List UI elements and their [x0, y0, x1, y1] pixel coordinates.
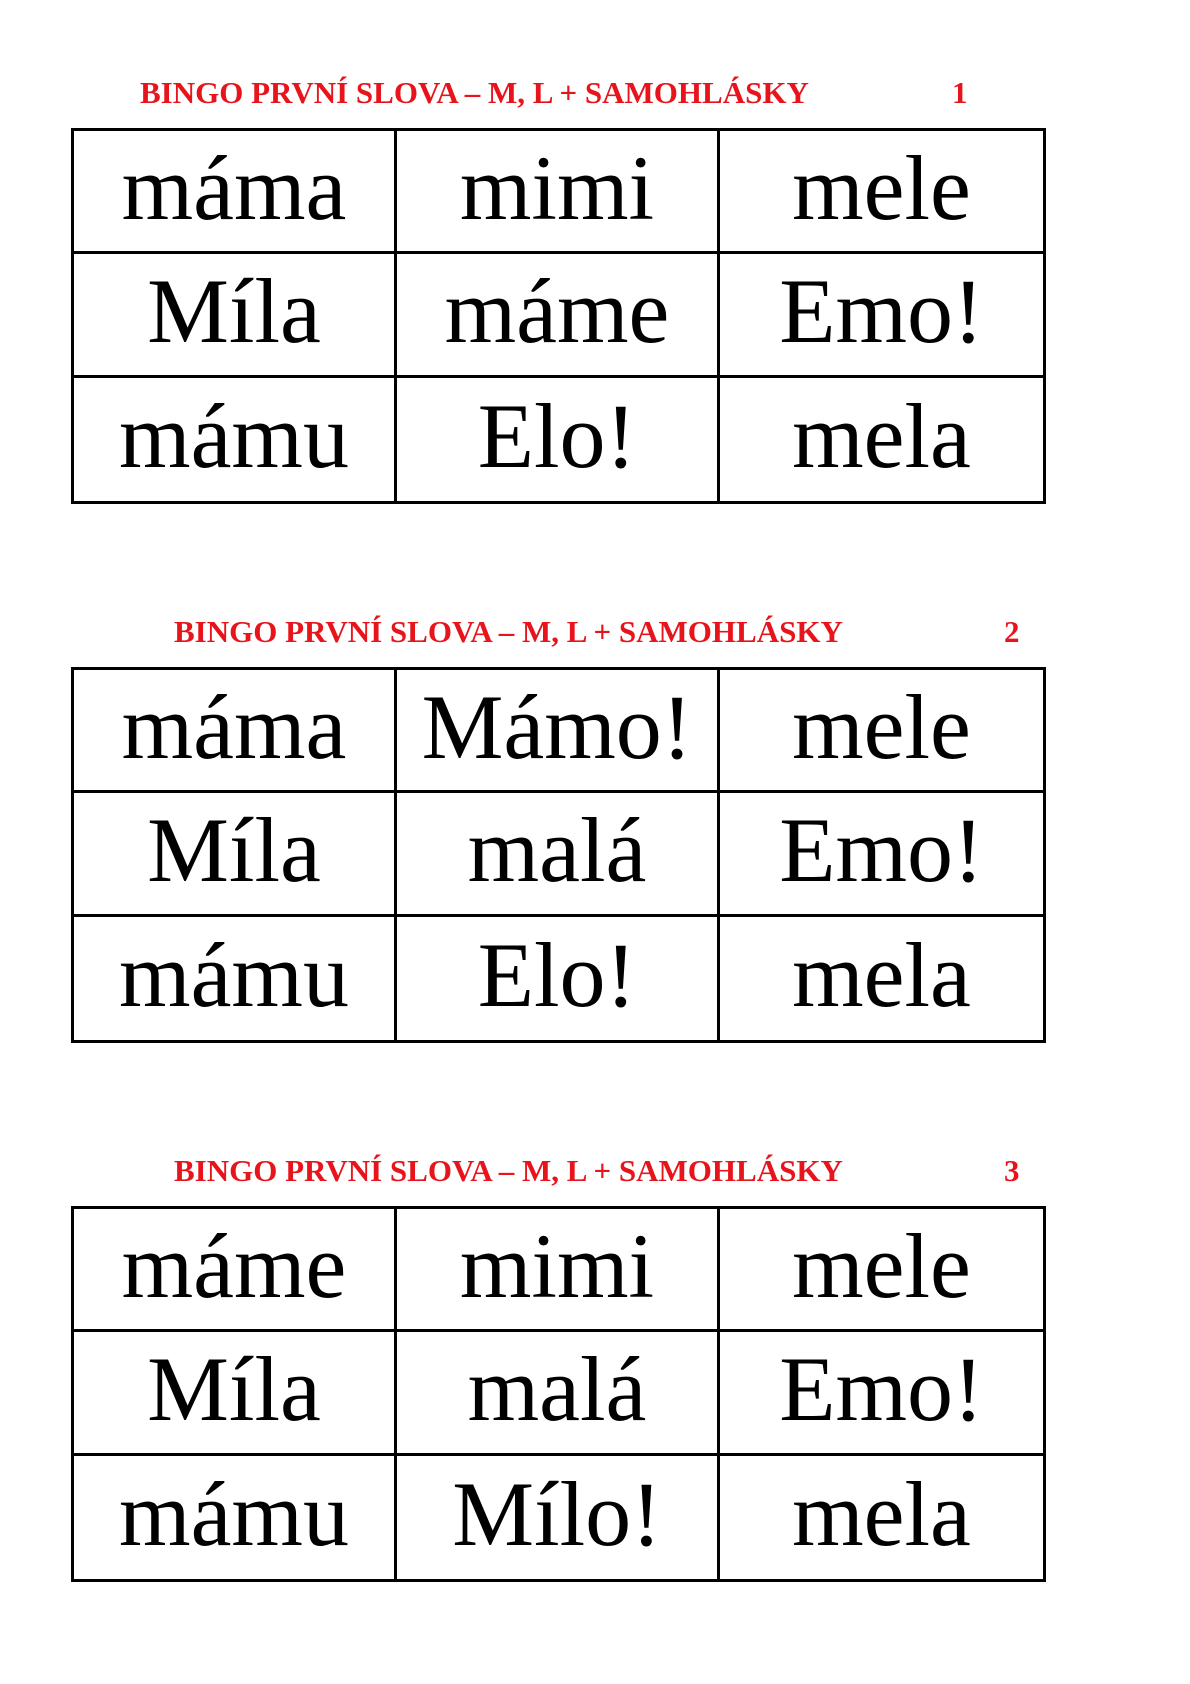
- bingo-cell: mela: [792, 385, 971, 488]
- bingo-cell: mámu: [74, 1456, 397, 1579]
- bingo-cell: máme: [397, 254, 720, 377]
- card-title: BINGO PRVNÍ SLOVA – M, L + SAMOHLÁSKY: [140, 75, 809, 110]
- bingo-cell: mela: [792, 924, 971, 1027]
- card-heading: [140, 73, 968, 113]
- bingo-grid: [71, 1206, 1046, 1582]
- bingo-cell: mimi: [397, 1209, 720, 1332]
- card-title: BINGO PRVNÍ SLOVA – M, L + SAMOHLÁSKY: [174, 1153, 843, 1188]
- bingo-cell: Mámo!: [397, 670, 720, 793]
- bingo-cell: Míla: [74, 1332, 397, 1455]
- bingo-cell: mámu: [74, 378, 397, 501]
- bingo-cell: Emo!: [720, 254, 1043, 377]
- bingo-cell: malá: [397, 1332, 720, 1455]
- card-number: 1: [952, 75, 968, 110]
- bingo-cell: mele: [720, 1209, 1043, 1332]
- bingo-grid: [71, 128, 1046, 504]
- card-heading: [174, 1151, 1020, 1191]
- bingo-cell: máma: [74, 670, 397, 793]
- bingo-cell: malá: [397, 793, 720, 916]
- card-number: 2: [1004, 614, 1020, 649]
- bingo-cell: mele: [720, 131, 1043, 254]
- card-number: 3: [1004, 1153, 1020, 1188]
- bingo-cell: Elo!: [397, 917, 720, 1040]
- bingo-cell: Elo!: [397, 378, 720, 501]
- bingo-cell: Míla: [74, 254, 397, 377]
- bingo-cell: mimi: [397, 131, 720, 254]
- bingo-cell: mele: [720, 670, 1043, 793]
- bingo-cell: Emo!: [720, 1332, 1043, 1455]
- bingo-cell: mámu: [74, 917, 397, 1040]
- bingo-cell: Mílo!: [397, 1456, 720, 1579]
- bingo-cell: máme: [74, 1209, 397, 1332]
- bingo-cell: mela: [792, 1463, 971, 1566]
- card-title: BINGO PRVNÍ SLOVA – M, L + SAMOHLÁSKY: [174, 614, 843, 649]
- bingo-grid: [71, 667, 1046, 1043]
- bingo-cell: Míla: [74, 793, 397, 916]
- bingo-cell: máma: [74, 131, 397, 254]
- bingo-cell: Emo!: [720, 793, 1043, 916]
- card-heading: [174, 612, 1020, 652]
